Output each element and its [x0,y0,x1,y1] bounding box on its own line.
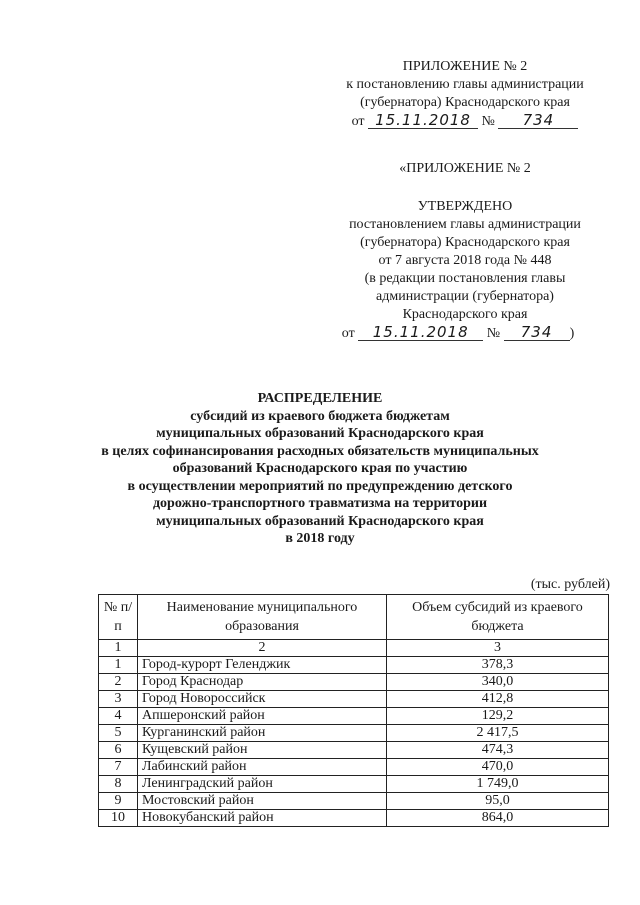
row-number: 3 [99,691,138,708]
municipality-name: Мостовский район [138,793,387,810]
table-row [99,674,609,691]
title-line-8: муниципальных образований Краснодарского края [156,513,484,529]
row-number: 9 [99,793,138,810]
date-prefix: от [341,326,355,341]
header-number: № п/п [99,595,138,640]
approval-line-4: (в редакции постановления главы [364,271,566,286]
title-line-9: в 2018 году [285,531,355,546]
appendix-header [330,58,600,131]
appendix-title: ПРИЛОЖЕНИЕ № 2 [402,59,528,74]
table-row [99,742,609,759]
closing-paren: ) [569,326,575,341]
header-municipality: Наименование муниципального образования [138,595,387,640]
municipality-name: Апшеронский район [138,708,387,725]
approval-line-6: Краснодарского края [402,307,528,322]
subsidy-table [98,594,609,827]
row-number: 6 [99,742,138,759]
municipality-name: Город Новороссийск [138,691,387,708]
municipality-name: Кущевский район [138,742,387,759]
row-number: 8 [99,776,138,793]
date-value: 15.11.2018 [368,112,478,129]
col-number: 1 [99,640,138,657]
subsidy-amount: 129,2 [387,708,609,725]
row-number: 10 [99,810,138,827]
subsidy-amount: 378,3 [387,657,609,674]
subsidy-amount: 1 749,0 [387,776,609,793]
table-row [99,691,609,708]
municipality-name: Лабинский район [138,759,387,776]
title-line-3: муниципальных образований Краснодарского края [156,426,484,441]
approval-line-3: от 7 августа 2018 года № 448 [378,253,552,268]
row-number: 5 [99,725,138,742]
approval-line-1: постановлением главы администрации [349,217,581,232]
subsidy-amount: 95,0 [387,793,609,810]
number-value: 734 [504,324,570,341]
title-line-4: в целях софинансирования расходных обязательств муниципальных [101,443,539,459]
subsidy-amount: 470,0 [387,759,609,776]
table-row [99,776,609,793]
title-line-6: в осуществлении мероприятий по предупреждению детского [127,478,513,494]
approval-line-2: (губернатора) Краснодарского края [360,235,570,250]
col-number: 2 [138,640,387,657]
number-value: 734 [498,112,578,129]
date-value: 15.11.2018 [358,324,483,341]
row-number: 7 [99,759,138,776]
document-title [60,390,580,548]
approval-date-line [316,324,600,343]
appendix-line-1: к постановлению главы администрации [346,77,584,92]
unit-label: (тыс. рублей) [530,577,610,592]
table-row [99,725,609,742]
title-line-5: образований Краснодарского края по участию [172,461,468,476]
table-row [99,708,609,725]
date-prefix: от [351,114,365,129]
table-row [99,759,609,776]
title-line-2: субсидий из краевого бюджета бюджетам [190,408,450,424]
subsidy-amount: 474,3 [387,742,609,759]
municipality-name: Курганинский район [138,725,387,742]
subsidy-amount: 864,0 [387,810,609,827]
inner-appendix-title: «ПРИЛОЖЕНИЕ № 2 [399,161,531,176]
municipality-name: Ленинградский район [138,776,387,793]
subsidy-amount: 412,8 [387,691,609,708]
title-line-7: дорожно-транспортного травматизма на территории [152,496,488,511]
row-number: 1 [99,657,138,674]
municipality-name: Город Краснодар [138,674,387,691]
col-number: 3 [387,640,609,657]
row-number: 4 [99,708,138,725]
approval-block [330,198,600,343]
table-row [99,810,609,827]
number-prefix: № [481,114,495,129]
approval-line-5: администрации (губернатора) [376,289,554,304]
header-amount: Объем субсидий из краевого бюджета [387,595,609,640]
appendix-line-2: (губернатора) Краснодарского края [360,95,570,110]
municipality-name: Город-курорт Геленджик [138,657,387,674]
appendix-date-line [330,112,600,131]
number-prefix: № [486,326,501,341]
row-number: 2 [99,674,138,691]
subsidy-amount: 340,0 [387,674,609,691]
table-row [99,657,609,674]
column-number-row [99,640,609,657]
subsidy-amount: 2 417,5 [387,725,609,742]
approved-label: УТВЕРЖДЕНО [417,199,513,214]
table-row [99,793,609,810]
table-header-row [99,595,609,640]
title-line-1: РАСПРЕДЕЛЕНИЕ [257,391,383,406]
municipality-name: Новокубанский район [138,810,387,827]
